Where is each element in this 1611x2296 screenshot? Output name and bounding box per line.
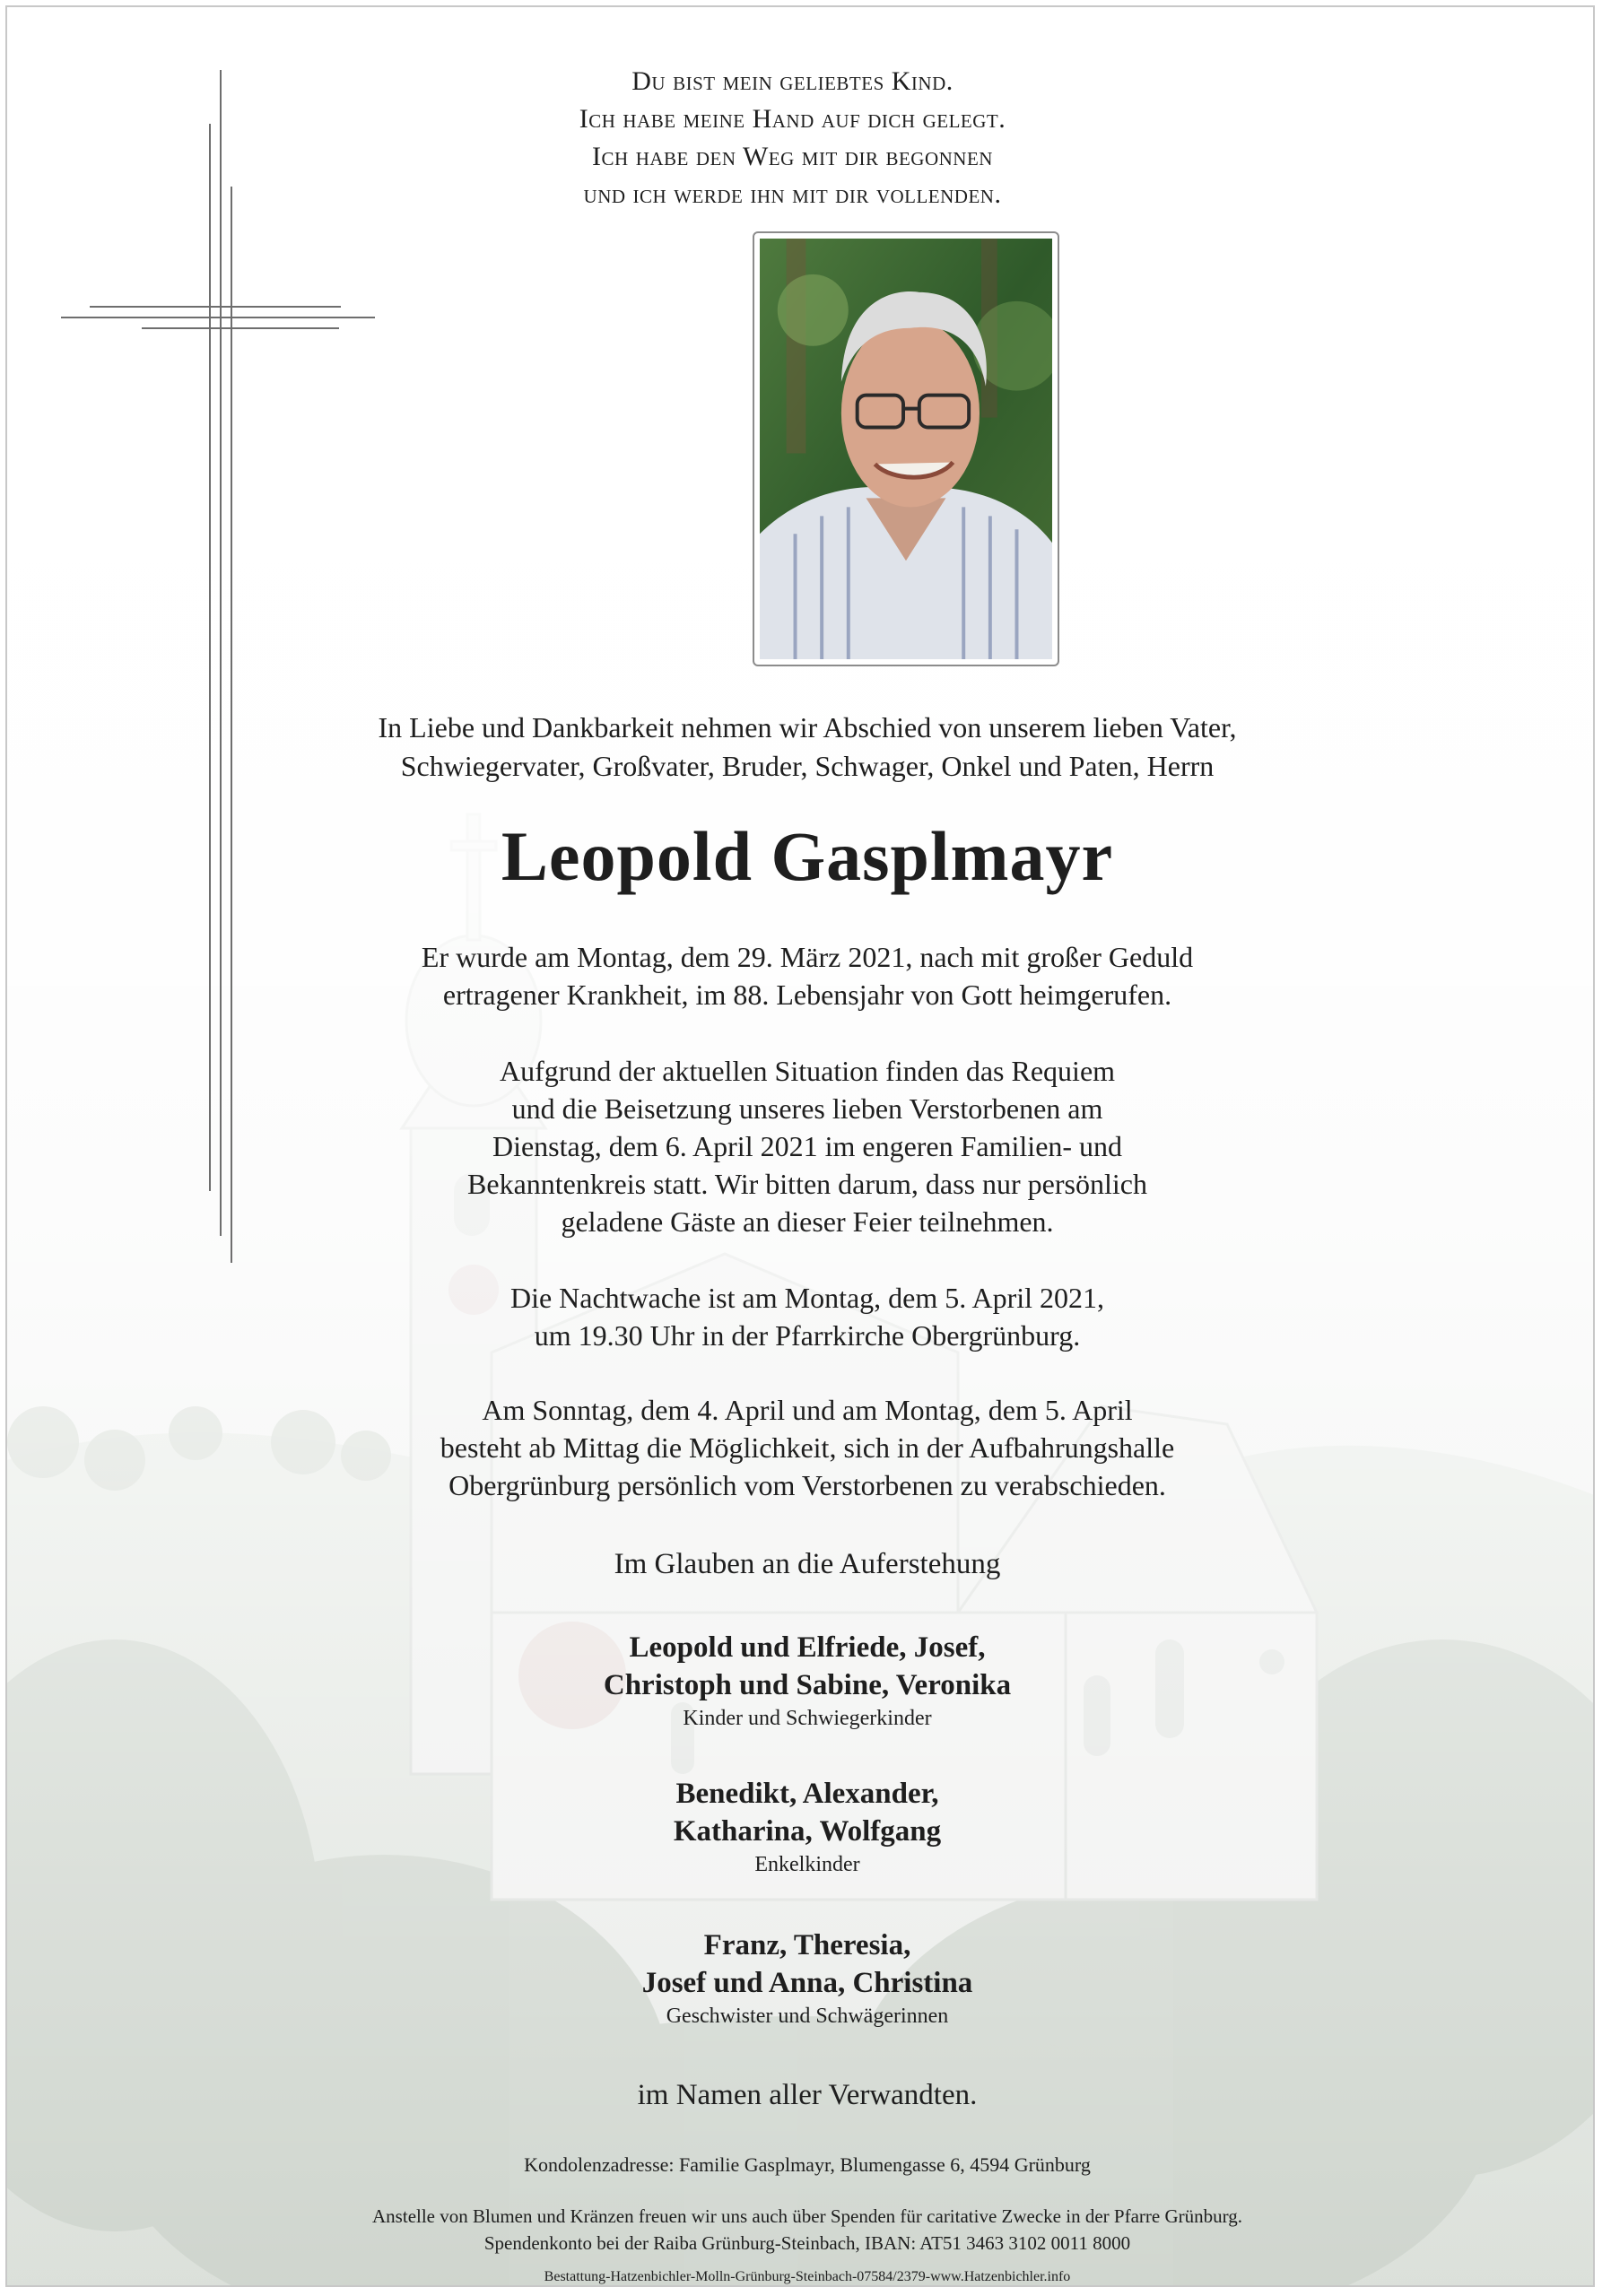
verse-line: Du bist mein geliebtes Kind. [631,66,954,96]
notice-line: Am Sonntag, dem 4. April und am Montag, dem 5. April [482,1394,1133,1426]
donation-line: Anstelle von Blumen und Kränzen freuen wir uns auch über Spenden für caritative Zwecke in der Pfarre Grünburg. [372,2205,1242,2227]
notice-line: geladene Gäste an dieser Feier teilnehmen. [561,1205,1054,1238]
donation-line: Spendenkonto bei der Raiba Grünburg-Steinbach, IBAN: AT51 3463 3102 0011 8000 [483,2232,1131,2254]
requiem-notice [5,1052,1595,1240]
funeral-home-footer: Bestattung-Hatzenbichler-Molln-Grünburg-Steinbach-07584/2379-www.Hatzenbichler.info [544,2269,1071,2284]
faith-line: Im Glauben an die Auferstehung [614,1548,1001,1580]
notice-line: Obergrünburg persönlich vom Verstorbenen zu verabschieden. [448,1469,1166,1501]
intro-text [5,709,1595,786]
mourner-group [5,1775,1595,1879]
mourner-group [5,1629,1595,1733]
mourner-names: Benedikt, Alexander, [675,1778,939,1810]
intro-line: Schwiegervater, Großvater, Bruder, Schwager, Onkel und Paten, Herrn [400,750,1215,782]
mourner-names: Leopold und Elfriede, Josef, [629,1631,986,1664]
condolence-address: Kondolenzadresse: Familie Gasplmayr, Blumengasse 6, 4594 Grünburg [524,2153,1091,2176]
notice-line: um 19.30 Uhr in der Pfarrkirche Obergrünburg. [534,1319,1081,1352]
mourner-names: Franz, Theresia, [703,1929,911,1961]
notice-line: Die Nachtwache ist am Montag, dem 5. April 2021, [509,1282,1105,1314]
notice-line: Dienstag, dem 6. April 2021 im engeren Familien- und [492,1130,1123,1162]
death-notice [5,938,1595,1013]
portrait-photo [753,231,1059,666]
notice-line: Bekanntenkreis statt. Wir bitten darum, dass nur persönlich [467,1168,1147,1200]
notice-line: Er wurde am Montag, dem 29. März 2021, nach mit großer Geduld [421,941,1194,973]
deceased-name: Leopold Gasplmayr [501,817,1114,895]
mourner-names: Josef und Anna, Christina [641,1967,973,1999]
mourner-names: Katharina, Wolfgang [673,1815,942,1848]
verse-line: Ich habe den Weg mit dir begonnen [592,142,993,171]
verse-line: Ich habe meine Hand auf dich gelegt. [579,104,1006,134]
verse-line: und ich werde ihn mit dir vollenden. [583,179,1002,209]
farewell-notice [5,1391,1595,1504]
parte-frame [5,5,1595,2287]
mourner-role: Kinder und Schwiegerkinder [683,1707,932,1730]
notice-line: ertragener Krankheit, im 88. Lebensjahr von Gott heimgerufen. [442,978,1172,1011]
notice-line: und die Beisetzung unseres lieben Verstorbenen am [511,1092,1103,1125]
vigil-notice [5,1279,1595,1354]
intro-line: In Liebe und Dankbarkeit nehmen wir Abschied von unserem lieben Vater, [378,711,1237,744]
mourner-names: Christoph und Sabine, Veronika [603,1669,1012,1701]
mourner-group [5,1926,1595,2031]
notice-line: besteht ab Mittag die Möglichkeit, sich in der Aufbahrungshalle [440,1431,1175,1464]
relatives-line: im Namen aller Verwandten. [637,2079,978,2111]
notice-line: Aufgrund der aktuellen Situation finden das Requiem [499,1055,1116,1087]
mourner-role: Geschwister und Schwägerinnen [666,2005,949,2028]
mourner-role: Enkelkinder [754,1853,860,1876]
donation-info [5,2203,1595,2257]
